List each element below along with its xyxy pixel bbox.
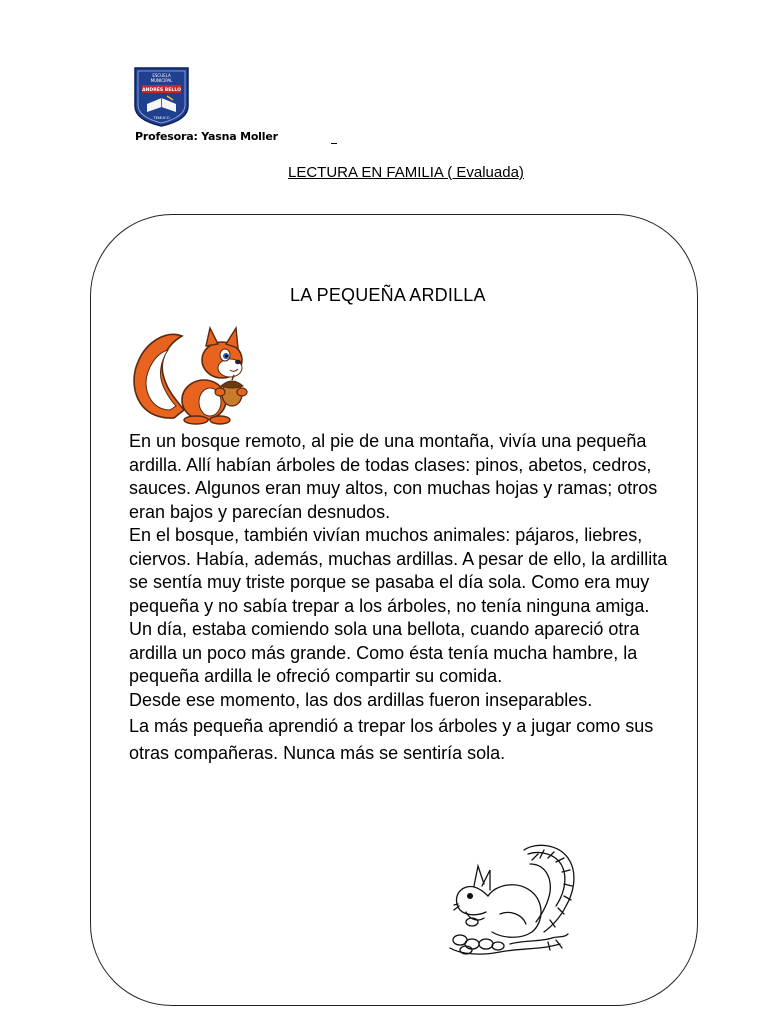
sketch-squirrel-eating-icon	[440, 840, 582, 960]
story-paragraph-5: La más pequeña aprendió a trepar los árboles y a jugar como sus otras compañeras. Nunca más se sentiría sola.	[129, 716, 654, 763]
document-title: LECTURA EN FAMILIA ( Evaluada)	[288, 164, 524, 181]
crest-line-1: ESCUELA	[152, 73, 171, 78]
crest-line-2: MUNICIPAL	[150, 78, 173, 83]
story-title: LA PEQUEÑA ARDILLA	[290, 285, 486, 305]
header-dash	[331, 143, 337, 144]
story-paragraph-2: En el bosque, también vivían muchos animales: pájaros, liebres, ciervos. Había, además, muchas ardillas. A pesar de ello, la ardillita se sentía muy triste porque se pasaba el día sola. Como era muy pequeña y no sabía trepar a los árboles, no tenía ninguna amiga.	[129, 525, 668, 616]
crest-line-3: ANDRÉS BELLO	[141, 88, 182, 93]
cartoon-squirrel-with-acorn-icon	[126, 322, 256, 426]
story-paragraph-3: Un día, estaba comiendo sola una bellota, cuando apareció otra ardilla un poco más grande. Como ésta tenía mucha hambre, la pequeña ardilla le ofreció compartir su comida.	[129, 619, 640, 686]
story-paragraph-4: Desde ese momento, las dos ardillas fueron inseparables.	[129, 689, 593, 710]
story-text	[129, 430, 669, 767]
school-crest-icon	[133, 66, 190, 128]
crest-line-4: TEMUCO	[153, 115, 170, 120]
story-paragraph-1: En un bosque remoto, al pie de una montaña, vivía una pequeña ardilla. Allí habían árboles de todas clases: pinos, abetos, cedros, sauces. Algunos eran muy altos, con muchas hojas y ramas; otros eran bajos y parecían desnudos.	[129, 431, 658, 522]
teacher-name: Profesora: Yasna Moller	[135, 130, 278, 143]
